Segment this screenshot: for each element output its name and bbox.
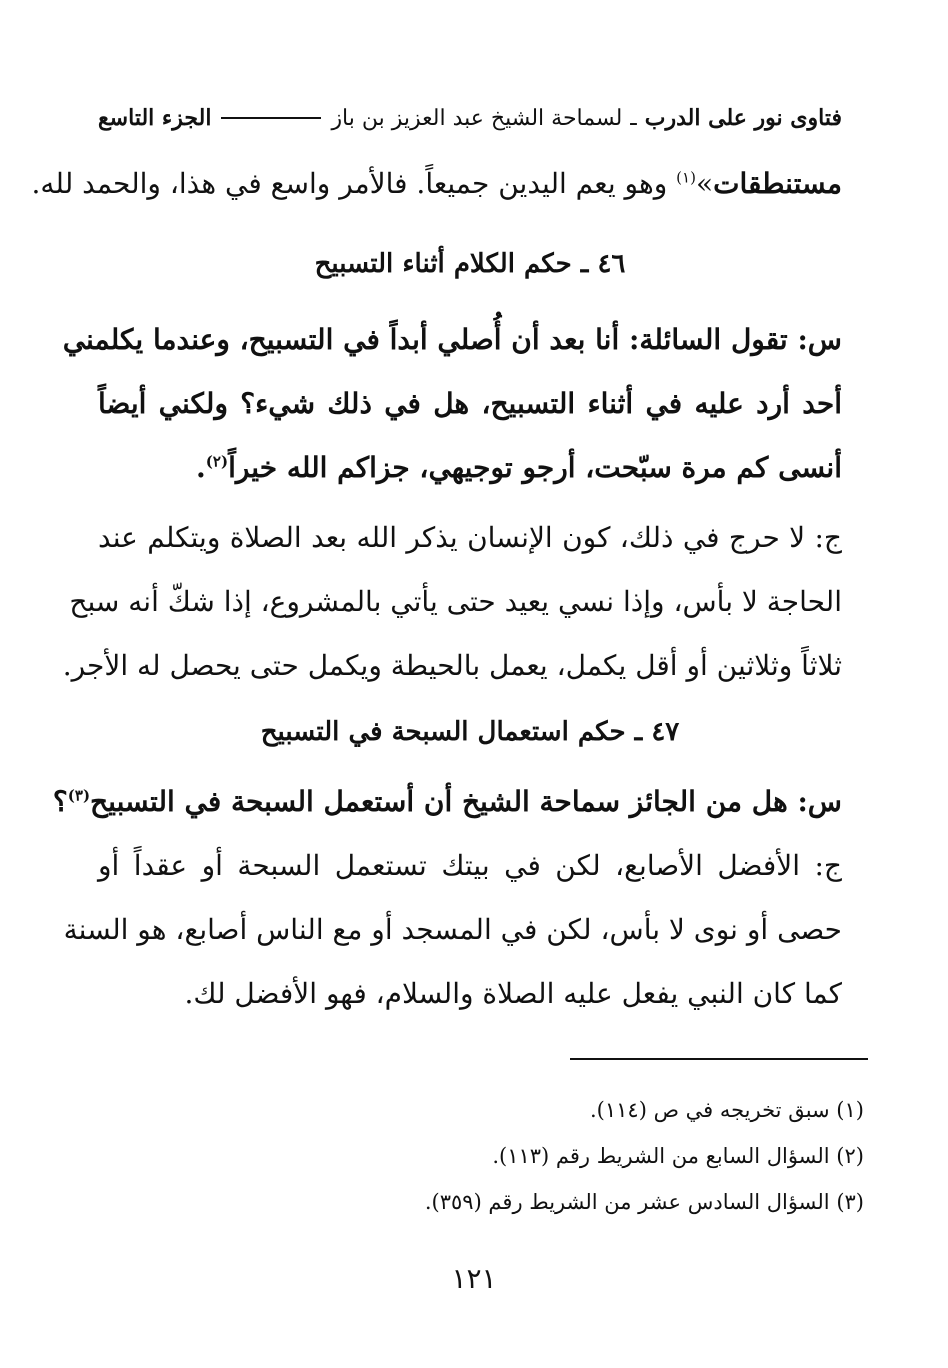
header-author: لسماحة الشيخ عبد العزيز بن باز xyxy=(331,105,623,131)
footnote-separator xyxy=(570,1058,868,1060)
section-46-question-line-1: س: تقول السائلة: أنا بعد أن أُصلي أبداً في التسبيح، وعندما يكلمني xyxy=(62,323,842,356)
section-46-answer-line-1: ج: لا حرج في ذلك، كون الإنسان يذكر الله بعد الصلاة ويتكلم عند xyxy=(98,521,842,554)
section-47 xyxy=(52,700,842,1026)
section-47-question-end: ؟ xyxy=(52,785,68,818)
footnote-3: (٣) السؤال السادس عشر من الشريط رقم (٣٥٩). xyxy=(424,1190,864,1214)
section-46-answer-line-3: ثلاثاً وثلاثين أو أقل يكمل، يعمل بالحيطة ويكمل حتى يحصل له الأجر. xyxy=(62,649,842,682)
section-46-question-line-2: أحد أرد عليه في أثناء التسبيح، هل في ذلك شيء؟ ولكني أيضاً xyxy=(98,387,842,420)
header-book-title: فتاوى نور على الدرب xyxy=(644,105,842,131)
page-number: ١٢١ xyxy=(451,1262,497,1295)
header-separator: ـ xyxy=(630,105,637,131)
running-header xyxy=(98,98,842,138)
section-47-answer-line-3: كما كان النبي يفعل عليه الصلاة والسلام، فهو الأفضل لك. xyxy=(184,977,842,1010)
section-46-heading: ٤٦ ـ حكم الكلام أثناء التسبيح xyxy=(314,249,626,279)
intro-word: مستنطقات xyxy=(713,167,842,200)
section-47-heading: ٤٧ ـ حكم استعمال السبحة في التسبيح xyxy=(260,717,680,747)
section-47-question-text: س: هل من الجائز سماحة الشيخ أن أستعمل السبحة في التسبيح xyxy=(90,785,842,818)
section-46 xyxy=(62,232,842,698)
intro-line xyxy=(31,152,842,216)
intro-quote-mark: » xyxy=(695,167,714,200)
intro-paragraph xyxy=(31,152,842,216)
footnote-ref-1: (١) xyxy=(676,168,696,187)
header-volume: الجزء التاسع xyxy=(97,105,212,131)
header-rule xyxy=(221,117,321,119)
section-46-question-line-3 xyxy=(98,436,842,500)
section-47-answer-line-2: حصى أو نوى لا بأس، لكن في المسجد أو مع الناس أصابع، هو السنة xyxy=(63,913,842,946)
intro-text: وهو يعم اليدين جميعاً. فالأمر واسع في هذا، والحمد لله. xyxy=(31,167,677,200)
header-book-info xyxy=(211,105,842,131)
section-46-question-end: . xyxy=(196,451,206,484)
footnote-2: (٢) السؤال السابع من الشريط رقم (١١٣). xyxy=(492,1144,864,1168)
section-46-answer-line-2: الحاجة لا بأس، وإذا نسي يعيد حتى يأتي بالمشروع، إذا شكّ أنه سبح xyxy=(69,585,842,618)
footnote-1: (١) سبق تخريجه في ص (١١٤). xyxy=(590,1098,864,1122)
footnote-ref-2: (٢) xyxy=(205,452,229,471)
section-47-question-line-1 xyxy=(52,770,842,834)
section-47-answer-line-1: ج: الأفضل الأصابع، لكن في بيتك تستعمل السبحة أو عقداً أو xyxy=(98,849,842,882)
footnotes xyxy=(98,1090,864,1228)
section-46-question-text-3: أنسى كم مرة سبّحت، أرجو توجيهي، جزاكم الله خيراً xyxy=(228,451,842,484)
footnote-ref-3: (٣) xyxy=(67,786,91,805)
